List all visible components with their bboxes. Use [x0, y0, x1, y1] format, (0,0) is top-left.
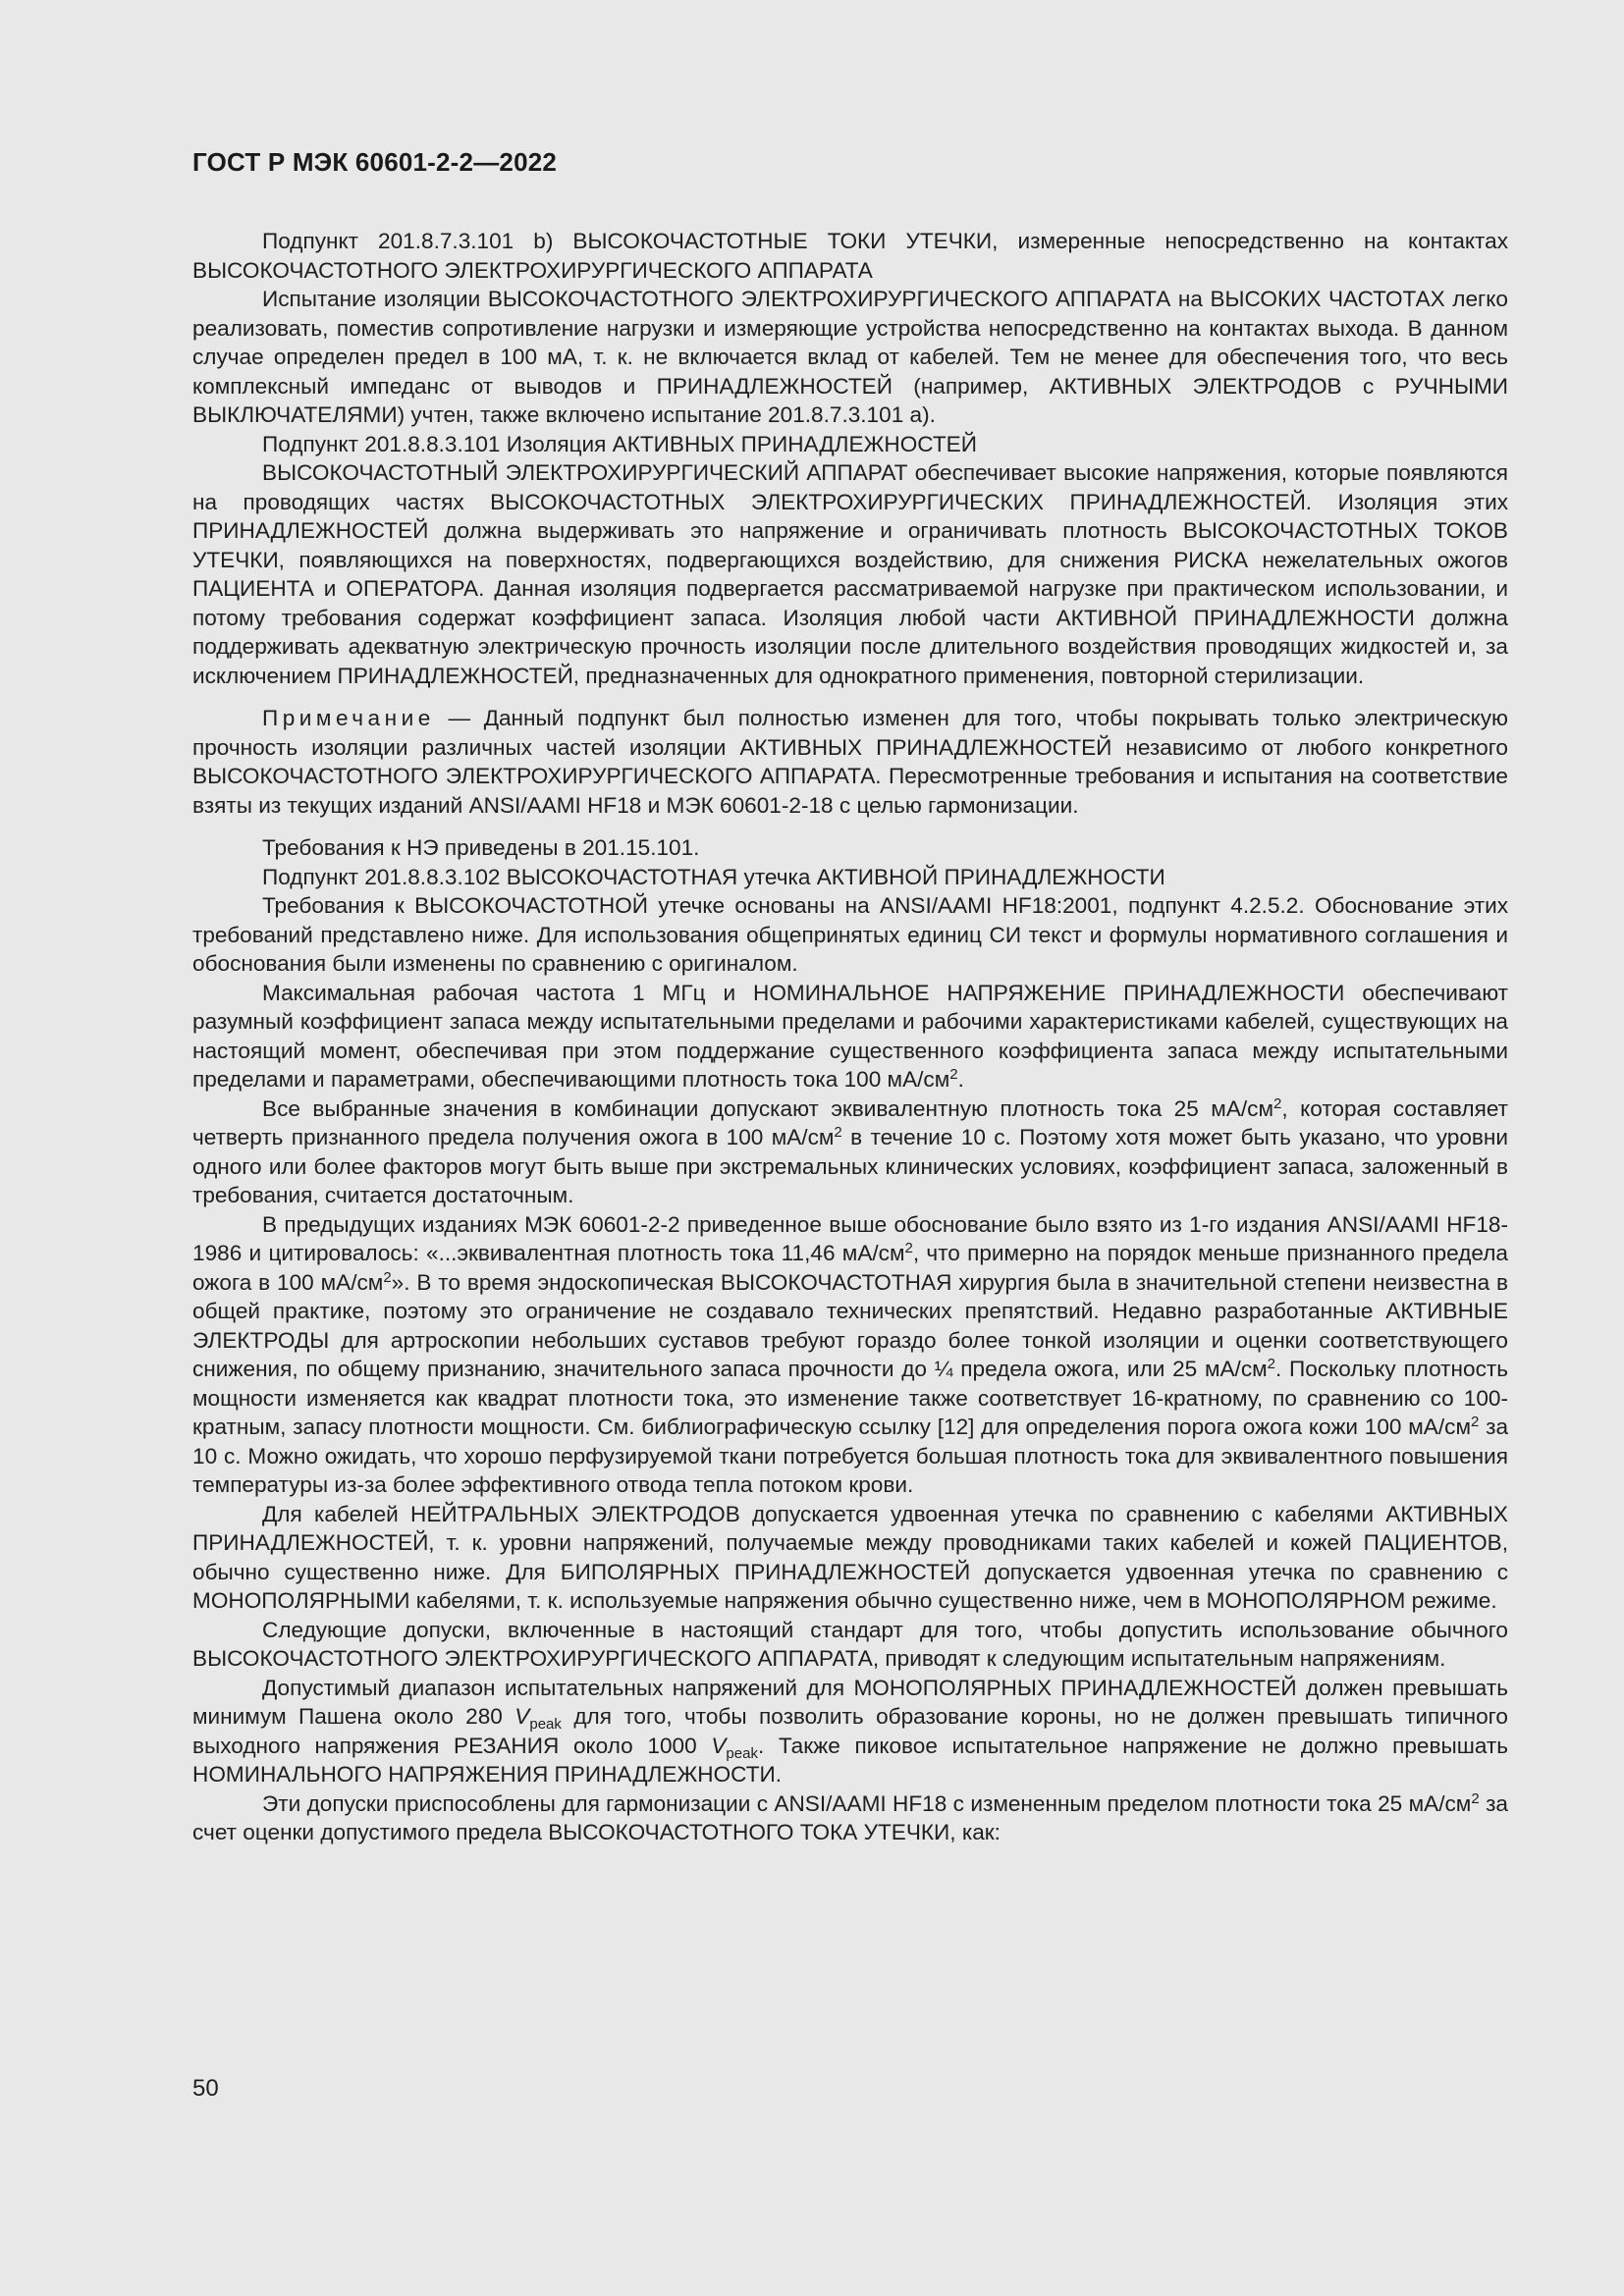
- paragraph-current-density: Все выбранные значения в комбинации допускают эквивалентную плотность тока 25 $мА/см^2$, которая составляет четверть признанного предела получения ожога в 100 $мА/см^2$ в течение 10 с. Поэтому хотя может быть указано, что уровни одного или более факторов могут быть выше при экстремальных клинических условиях, коэффициент запаса, заложенный в требования, считается достаточным.: [192, 1095, 1508, 1207]
- note-label: Примечание: [262, 706, 435, 730]
- paragraph-previous-editions: В предыдущих изданиях МЭК 60601-2-2 приведенное выше обоснование было взято из 1-го издания ANSI/AAMI HF18-1986 и цитировалось: «...эквивалентная плотность тока 11,46 $мА/см^2$, что примерно на порядок меньше признанного предела ожога в 100 $мА/см^2$». В то время эндоскопическая ВЫСОКОЧАСТОТНАЯ хирургия была в значительной степени неизвестна в общей практике, поэтому это ограничение не создавало технических препятствий. Недавно разработанные АКТИВНЫЕ ЭЛЕКТРОДЫ для артроскопии небольших суставов требуют гораздо более тонкой изоляции и оценки соответствующего снижения, по общему признанию, значительного запаса прочности до ¼ предела ожога, или 25 $мА/см^2$. Поскольку плотность мощности изменяется как квадрат плотности тока, это изменение также соответствует 16-кратному, по сравнению со 100-кратным, запасу плотности мощности. См. библиографическую ссылку [12] для определения порога ожога кожи 100 $мА/см^2$ за 10 с. Можно ожидать, что хорошо перфузируемой ткани потребуется большая плотность тока для эквивалентного повышения температуры из-за более эффективного отвода тепла потоком крови.: [192, 1211, 1509, 1497]
- paragraph-active-accessories-insulation: ВЫСОКОЧАСТОТНЫЙ ЭЛЕКТРОХИРУРГИЧЕСКИЙ АППАРАТ обеспечивает высокие напряжения, которые появляются на проводящих частях ВЫСОКОЧАСТОТНЫХ ЭЛЕКТРОХИРУРГИЧЕСКИХ ПРИНАДЛЕЖНОСТЕЙ. Изоляция этих ПРИНАДЛЕЖНОСТЕЙ должна выдерживать это напряжение и ограничивать плотность ВЫСОКОЧАСТОТНЫХ ТОКОВ УТЕЧКИ, появляющихся на поверхностях, подвергающихся воздействию, для снижения РИСКА нежелательных ожогов ПАЦИЕНТА и ОПЕРАТОРА. Данная изоляция подвергается рассматриваемой нагрузке при практическом использовании, и потому требования содержат коэффициент запаса. Изоляция любой части АКТИВНОЙ ПРИНАДЛЕЖНОСТИ должна поддерживать адекватную электрическую прочность изоляции после длительного воздействия проводящих жидкостей и, за исключением ПРИНАДЛЕЖНОСТЕЙ, предназначенных для однократного применения, повторной стерилизации.: [192, 460, 1508, 688]
- paragraph-subclause-201-8-7-3-101-b: Подпункт 201.8.7.3.101 b) ВЫСОКОЧАСТОТНЫЕ ТОКИ УТЕЧКИ, измеренные непосредственно на контактах ВЫСОКОЧАСТОТНОГО ЭЛЕКТРОХИРУРГИЧЕСКОГО АППАРАТА: [192, 229, 1508, 283]
- paragraph-neutral-electrode-cables: Для кабелей НЕЙТРАЛЬНЫХ ЭЛЕКТРОДОВ допускается удвоенная утечка по сравнению с кабелями АКТИВНЫХ ПРИНАДЛЕЖНОСТЕЙ, т. к. уровни напряжений, получаемые между проводниками таких кабелей и кожей ПАЦИЕНТОВ, обычно существенно ниже. Для БИПОЛЯРНЫХ ПРИНАДЛЕЖНОСТЕЙ допускается удвоенная утечка по сравнению с МОНОПОЛЯРНЫМИ кабелями, т. к. используемые напряжения обычно существенно ниже, чем в МОНОПОЛЯРНОМ режиме.: [192, 1501, 1508, 1613]
- note-paragraph: Примечание — Данный подпункт был полностью изменен для того, чтобы покрывать только электрическую прочность изоляции различных частей изоляции АКТИВНЫХ ПРИНАДЛЕЖНОСТЕЙ независимо от любого конкретного ВЫСОКОЧАСТОТНОГО ЭЛЕКТРОХИРУРГИЧЕСКОГО АППАРАТА. Пересмотренные требования и испытания на соответствие взяты из текущих изданий ANSI/AAMI HF18 и МЭК 60601-2-18 с целью гармонизации.: [192, 706, 1508, 818]
- paragraph-subclause-201-8-8-3-102: Подпункт 201.8.8.3.102 ВЫСОКОЧАСТОТНАЯ утечка АКТИВНОЙ ПРИНАДЛЕЖНОСТИ: [262, 864, 1165, 889]
- page-body: [192, 227, 1508, 1847]
- paragraph-me-requirements: Требования к НЭ приведены в 201.15.101.: [262, 835, 700, 860]
- paragraph-hf-leakage-basis: Требования к ВЫСОКОЧАСТОТНОЙ утечке основаны на ANSI/AAMI HF18:2001, подпункт 4.2.5.2. Обоснование этих требований представлено ниже. Для использования общепринятых единиц СИ текст и формулы нормативного соглашения и обоснования были изменены по сравнению с оригиналом.: [192, 893, 1508, 976]
- paragraph-hf-insulation-test: Испытание изоляции ВЫСОКОЧАСТОТНОГО ЭЛЕКТРОХИРУРГИЧЕСКОГО АППАРАТА на ВЫСОКИХ ЧАСТОТАХ легко реализовать, поместив сопротивление нагрузки и измеряющие устройства непосредственно на контактах выхода. В данном случае определен предел в 100 мА, т. к. не включается вклад от кабелей. Тем не менее для обеспечения того, что весь комплексный импеданс от выводов и ПРИНАДЛЕЖНОСТЕЙ (например, АКТИВНЫХ ЭЛЕКТРОДОВ с РУЧНЫМИ ВЫКЛЮЧАТЕЛЯМИ) учтен, также включено испытание 201.8.7.3.101 а).: [192, 287, 1508, 427]
- page-number: 50: [192, 2075, 219, 2102]
- paragraph-tolerances: Следующие допуски, включенные в настоящий стандарт для того, чтобы допустить использование обычного ВЫСОКОЧАСТОТНОГО ЭЛЕКТРОХИРУРГИЧЕСКОГО АППАРАТА, приводят к следующим испытательным напряжениям.: [192, 1617, 1508, 1671]
- paragraph-subclause-201-8-8-3-101: Подпункт 201.8.8.3.101 Изоляция АКТИВНЫХ ПРИНАДЛЕЖНОСТЕЙ: [262, 431, 977, 456]
- paragraph-test-voltage-range: Допустимый диапазон испытательных напряжений для МОНОПОЛЯРНЫХ ПРИНАДЛЕЖНОСТЕЙ должен превышать минимум Пашена около 280 $V_{peak}$ для того, чтобы позволить образование короны, но не должен превышать типичного выходного напряжения РЕЗАНИЯ около 1000 $V_{peak}$. Также пиковое испытательное напряжение не должно превышать НОМИНАЛЬНОГО НАПРЯЖЕНИЯ ПРИНАДЛЕЖНОСТИ.: [192, 1675, 1509, 1787]
- paragraph-max-frequency: Максимальная рабочая частота 1 МГц и НОМИНАЛЬНОЕ НАПРЯЖЕНИЕ ПРИНАДЛЕЖНОСТИ обеспечивают разумный коэффициент запаса между испытательными пределами и рабочими характеристиками кабелей, существующих на настоящий момент, обеспечивая при этом поддержание существенного коэффициента запаса между испытательными пределами и параметрами, обеспечивающими плотность тока 100 $мА/см^2$.: [192, 980, 1508, 1092]
- document-header: ГОСТ Р МЭК 60601-2-2—2022: [192, 147, 558, 177]
- paragraph-harmonization: Эти допуски приспособлены для гармонизации с ANSI/AAMI HF18 с измененным пределом плотности тока 25 $мА/см^2$ за счет оценки допустимого предела ВЫСОКОЧАСТОТНОГО ТОКА УТЕЧКИ, как:: [192, 1789, 1508, 1844]
